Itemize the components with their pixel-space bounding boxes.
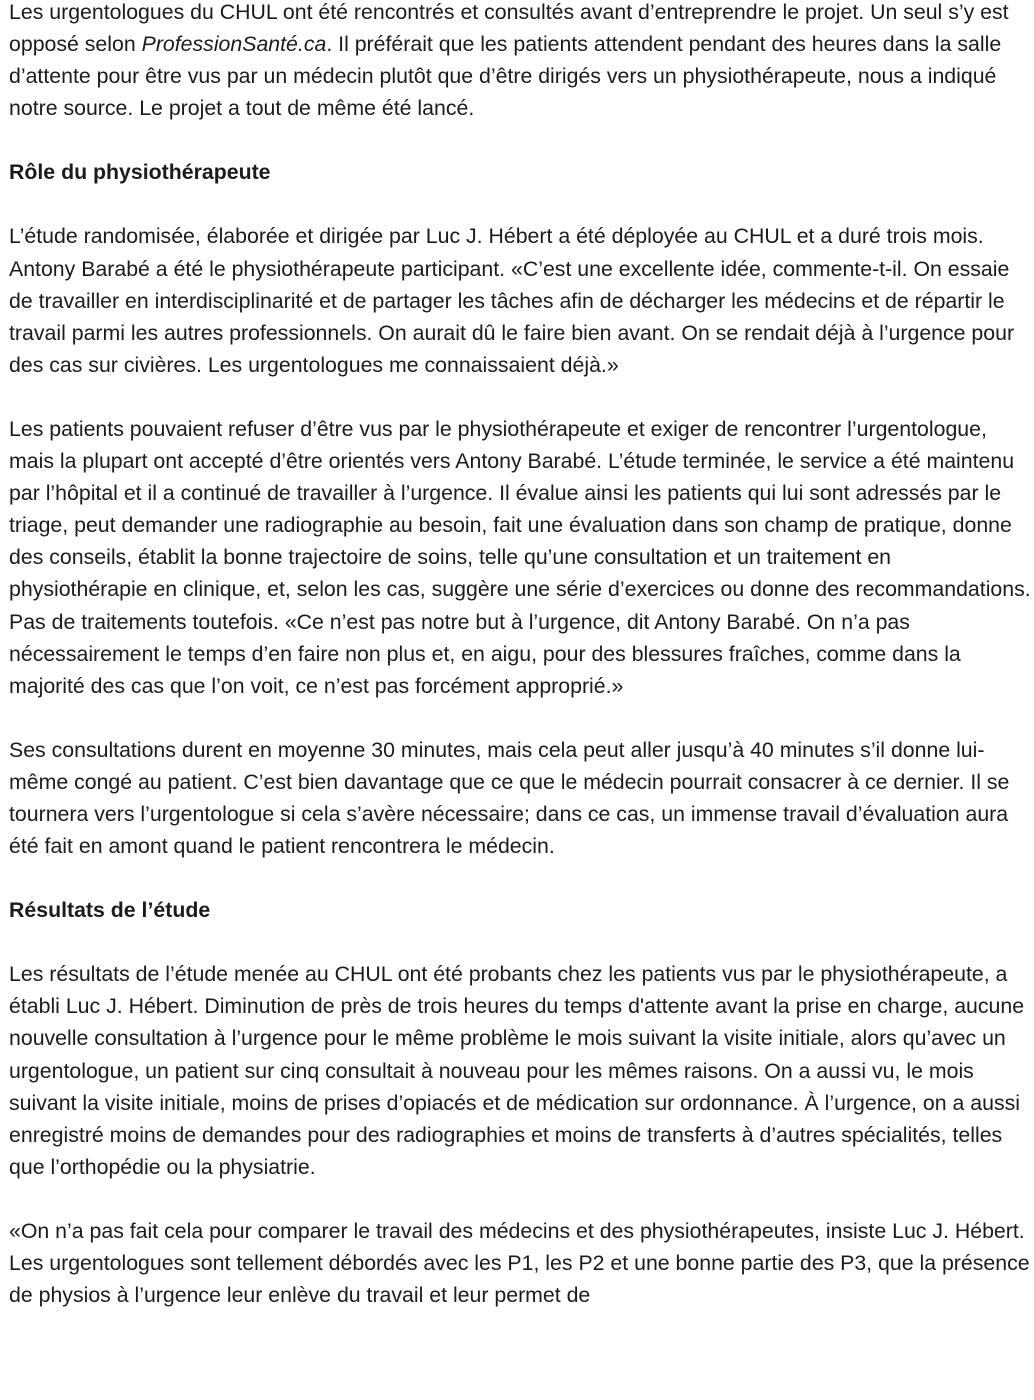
- paragraph-intro: [9, 0, 1031, 124]
- paragraph-patients: Les patients pouvaient refuser d’être vus par le physiothérapeute et exiger de rencontrer l’urgentologue, mais la plupart ont accepté d’être orientés vers Antony Barabé. L’étude terminée, le service a été maintenu par l’hôpital et il a continué de travailler à l’urgence. Il évalue ainsi les patients qui lui sont adressés par le triage, peut demander une radiographie au besoin, fait une évaluation dans son champ de pratique, donne des conseils, établit la bonne trajectoire de soins, telle qu’une consultation et un traitement en physiothérapie en clinique, et, selon les cas, suggère une série d’exercices ou donne des recommandations. Pas de traitements toutefois. «Ce n’est pas notre but à l’urgence, dit Antony Barabé. On n’a pas nécessairement le temps d’en faire non plus et, en aigu, pour des blessures fraîches, comme dans la majorité des cas que l’on voit, ce n’est pas forcément approprié.»: [9, 416, 1031, 698]
- paragraph-results: Les résultats de l’étude menée au CHUL ont été probants chez les patients vus par le physiothérapeute, a établi Luc J. Hébert. Diminution de près de trois heures du temps d'attente avant la prise en charge, aucune nouvelle consultation à l’urgence pour le même problème le mois suivant la visite initiale, alors qu’avec un urgentologue, un patient sur cinq consultait à nouveau pour les mêmes raisons. On a aussi vu, le mois suivant la visite initiale, moins de prises d’opiacés et de médication sur ordonnance. À l’urgence, on a aussi enregistré moins de demandes pour des radiographies et moins de transferts à d’autres spécialités, telles que l’orthopédie ou la physiatrie.: [9, 962, 1025, 1179]
- paragraph-intro-text-end: . Il préférait que les patients attendent pendant des heures dans la salle d’attente pour être vus par un médecin plutôt que d’être dirigés vers un physiothérapeute, nous a indiqué notre source. Le projet a tout de même été lancé.: [9, 32, 1002, 121]
- section-heading-role: Rôle du physiothérapeute: [9, 160, 271, 185]
- article-body: [9, 0, 1031, 1343]
- section-heading-results: Résultats de l’étude: [9, 898, 211, 923]
- source-name: ProfessionSanté.ca: [141, 32, 327, 57]
- paragraph-consultations: Ses consultations durent en moyenne 30 minutes, mais cela peut aller jusqu’à 40 minutes s’il donne lui-même congé au patient. C’est bien davantage que ce que le médecin pourrait consacrer à ce dernier. Il se tournera vers l’urgentologue si cela s’avère nécessaire; dans ce cas, un immense travail d’évaluation aura été fait en amont quand le patient rencontrera le médecin.: [9, 737, 1010, 859]
- paragraph-quote: «On n’a pas fait cela pour comparer le travail des médecins et des physiothérapeutes, insiste Luc J. Hébert. Les urgentologues sont tellement débordés avec les P1, les P2 et une bonne partie des P3, que la présence de physios à l’urgence leur enlève du travail et leur permet de: [9, 1218, 1030, 1308]
- paragraph-study-description: L’étude randomisée, élaborée et dirigée par Luc J. Hébert a été déployée au CHUL et a duré trois mois. Antony Barabé a été le physiothérapeute participant. «C’est une excellente idée, commente-t-il. On essaie de travailler en interdisciplinarité et de partager les tâches afin de décharger les médecins et de répartir le travail parmi les autres professionnels. On aurait dû le faire bien avant. On se rendait déjà à l’urgence pour des cas sur civières. Les urgentologues me connaissaient déjà.»: [9, 224, 1015, 377]
- paragraph-intro-text-start: Les urgentologues du CHUL ont été rencontrés et consultés avant d’entreprendre le projet. Un seul s’y est opposé selon: [9, 0, 1009, 57]
